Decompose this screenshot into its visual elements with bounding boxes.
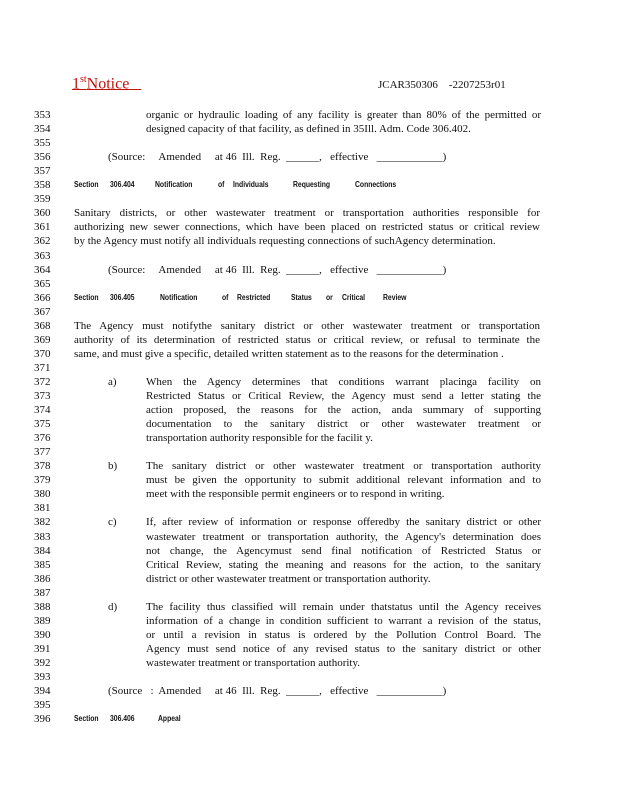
section-heading-word: Restricted bbox=[237, 292, 271, 302]
section-heading-word: Section bbox=[74, 180, 99, 190]
line-number: 393 bbox=[34, 671, 51, 683]
section-heading-word: Appeal bbox=[158, 714, 181, 724]
body-text-line: organic or hydraulic loading of any facility is greater than 80% of the permitted or bbox=[146, 109, 541, 121]
body-text-line: The sanitary district or other wastewater treatment or transportation authority bbox=[146, 460, 541, 473]
line-number: 376 bbox=[34, 432, 51, 445]
line-number: 359 bbox=[34, 193, 51, 206]
subsection-label: d) bbox=[108, 600, 118, 613]
body-text-line: transportation authority responsible for the facilit y. bbox=[146, 432, 373, 445]
line-number: 363 bbox=[34, 249, 51, 262]
body-text-line: wastewater treatment or transportation authority. bbox=[146, 656, 361, 669]
body-text-line: Restricted Status or Critical Review, the Agency must send a letter stating the bbox=[146, 390, 541, 402]
line-number: 361 bbox=[34, 221, 51, 234]
line-number: 362 bbox=[34, 235, 51, 248]
body-text-line: or until a revision in status is ordered by the Pollution Control Board. The bbox=[146, 628, 541, 641]
section-heading-word: or bbox=[326, 292, 333, 302]
line-number: 368 bbox=[34, 319, 51, 332]
line-number: 379 bbox=[34, 474, 51, 487]
section-heading-word: Section bbox=[74, 292, 99, 302]
body-text-line: The Agency must notifythe sanitary district or other wastewater treatment or transportation bbox=[74, 319, 540, 332]
body-text-line: meet with the responsible permit engineers or to respond in writing. bbox=[146, 488, 445, 501]
body-text-line: authorizing new sewer connections, which have been placed on restricted status or critical review bbox=[74, 221, 540, 234]
section-heading-word: of bbox=[222, 292, 229, 302]
line-number: 389 bbox=[34, 614, 51, 627]
section-heading-word: Notification bbox=[155, 180, 193, 190]
source-note: (Source: Amended at 46 Ill. Reg. ______, effective ____________) bbox=[108, 151, 447, 164]
body-text-line: The facility thus classified will remain under thatstatus until the Agency receives bbox=[146, 600, 541, 613]
body-text-line: Sanitary districts, or other wastewater treatment or transportation authorities responsible for bbox=[74, 207, 540, 220]
body-text-line: information of a change in condition sufficient to warrant a revision of the status, bbox=[146, 614, 541, 627]
line-number: 356 bbox=[34, 151, 51, 164]
section-heading-word: Section bbox=[74, 714, 99, 724]
body-text-line: district or other wastewater treatment or transportation authority. bbox=[146, 572, 431, 585]
line-number: 369 bbox=[34, 333, 51, 346]
section-heading-word: Notification bbox=[160, 292, 198, 302]
line-number: 375 bbox=[34, 418, 51, 431]
line-number: 380 bbox=[34, 488, 51, 501]
line-number: 371 bbox=[34, 361, 51, 374]
line-number: 386 bbox=[34, 572, 51, 585]
body-text-line: designed capacity of that facility, as defined in 35Ill. Adm. Code 306.402. bbox=[146, 123, 471, 136]
body-text-line: same, and must give a specific, detailed written statement as to the reasons for the determination . bbox=[74, 347, 504, 360]
line-number: 355 bbox=[34, 137, 51, 150]
body-text-line: not change, the Agencymust send final notification of Restricted Status or bbox=[146, 544, 541, 557]
section-heading-word: Individuals bbox=[233, 180, 269, 190]
body-text-line: documentation to the sanitary district or other wastewater treatment or bbox=[146, 418, 541, 431]
line-number: 391 bbox=[34, 642, 51, 655]
line-number: 387 bbox=[34, 586, 51, 599]
line-number: 374 bbox=[34, 404, 51, 417]
line-number: 372 bbox=[34, 375, 51, 388]
line-number: 377 bbox=[34, 446, 51, 459]
section-heading-word: Connections bbox=[355, 180, 397, 190]
body-text-line: Agency must send notice of any revised status to the sanitary district or other bbox=[146, 642, 541, 655]
section-heading-word: Critical bbox=[342, 292, 366, 302]
line-number: 373 bbox=[34, 390, 51, 402]
body-text-line: authority of its determination of restricted status or critical review, or refusal to terminate the bbox=[74, 333, 540, 346]
body-text-line: When the Agency determines that conditions warrant placinga facility on bbox=[146, 375, 541, 388]
line-number: 385 bbox=[34, 558, 51, 571]
section-heading-word: 306.404 bbox=[110, 180, 135, 190]
section-heading-word: of bbox=[218, 180, 225, 190]
section-heading-word: Review bbox=[383, 292, 407, 302]
line-number: 381 bbox=[34, 502, 51, 515]
subsection-label: c) bbox=[108, 516, 117, 529]
body-text-line: action proposed, the reasons for the action, anda summary of supporting bbox=[146, 404, 541, 417]
line-number: 395 bbox=[34, 699, 51, 712]
line-number: 388 bbox=[34, 600, 51, 613]
line-number: 354 bbox=[34, 123, 51, 136]
body-text-line: must be given the opportunity to submit additional relevant information and to bbox=[146, 474, 541, 487]
section-heading-word: Status bbox=[291, 292, 312, 302]
line-number: 384 bbox=[34, 544, 51, 557]
line-number: 360 bbox=[34, 207, 51, 220]
document-code: JCAR350306 -2207253r01 bbox=[378, 79, 506, 91]
section-heading-word: 306.406 bbox=[110, 714, 135, 724]
line-number: 370 bbox=[34, 347, 51, 360]
line-number: 390 bbox=[34, 628, 51, 641]
body-text-line: If, after review of information or response offeredby the sanitary district or other bbox=[146, 516, 541, 529]
notice-heading: 1stNotice bbox=[72, 74, 130, 93]
body-text-line: by the Agency must notify all individuals requesting connections of suchAgency determination. bbox=[74, 235, 496, 248]
line-number: 392 bbox=[34, 656, 51, 669]
source-note: (Source : Amended at 46 Ill. Reg. ______, effective ____________) bbox=[108, 685, 447, 698]
line-number: 383 bbox=[34, 530, 51, 543]
line-number: 394 bbox=[34, 685, 51, 698]
line-number: 396 bbox=[34, 713, 51, 726]
line-number: 382 bbox=[34, 516, 51, 529]
source-note: (Source: Amended at 46 Ill. Reg. ______, effective ____________) bbox=[108, 263, 447, 276]
section-heading-word: 306.405 bbox=[110, 292, 135, 302]
subsection-label: a) bbox=[108, 375, 117, 388]
line-number: 366 bbox=[34, 291, 51, 304]
line-number: 378 bbox=[34, 460, 51, 473]
subsection-label: b) bbox=[108, 460, 118, 473]
body-text-line: wastewater treatment or transportation authority, the Agency's determination does bbox=[146, 530, 541, 543]
section-heading-word: Requesting bbox=[293, 180, 331, 190]
line-number: 365 bbox=[34, 277, 51, 290]
line-number: 353 bbox=[34, 109, 51, 121]
line-number: 357 bbox=[34, 165, 51, 178]
line-number: 367 bbox=[34, 305, 51, 318]
line-number: 358 bbox=[34, 179, 51, 192]
body-text-line: Critical Review, stating the meaning and reasons for the action, to the sanitary bbox=[146, 558, 541, 571]
line-number: 364 bbox=[34, 263, 51, 276]
